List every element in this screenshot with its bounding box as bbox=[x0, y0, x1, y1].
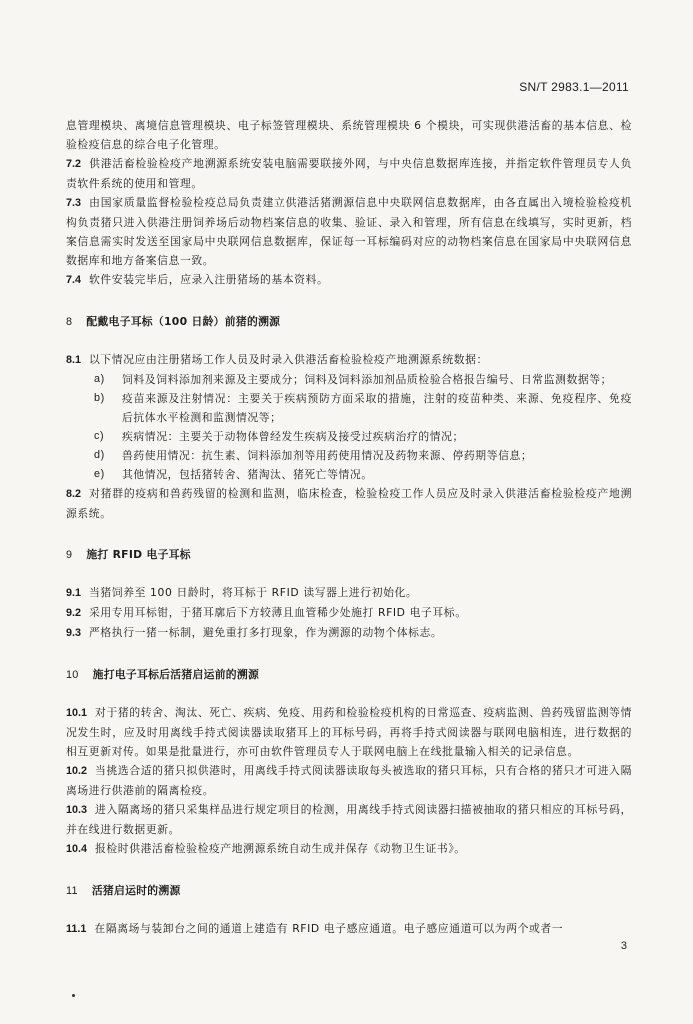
paragraph-9-1 bbox=[66, 583, 632, 603]
page-number: 3 bbox=[620, 940, 627, 952]
clause-text: 对猪群的疫病和兽药残留的检测和监测，临床检查，检验检疫工作人员应及时录入供港活畜检验检疫产地溯源系统。 bbox=[66, 487, 632, 520]
section-title: 配戴电子耳标（100 日龄）前猪的溯源 bbox=[86, 315, 281, 328]
clause-number: 10.4 bbox=[66, 843, 88, 855]
list-text: 兽药使用情况：抗生素、饲料添加剂等用药使用情况及药物来源、停药期等信息； bbox=[122, 449, 533, 462]
section-number: 8 bbox=[66, 316, 73, 328]
clause-number: 9.1 bbox=[66, 587, 82, 599]
list-item-b bbox=[66, 389, 632, 427]
list-text: 饲料及饲料添加剂来源及主要成分；饲料及饲料添加剂品质检验合格报告编号、日常监测数据等； bbox=[122, 373, 613, 386]
clause-text: 当挑选合适的猪只拟供港时，用离线手持式阅读器读取每头被选取的猪只耳标，只有合格的猪只才可进入隔离场进行供港前的隔离检疫。 bbox=[66, 764, 632, 797]
clause-number: 11.1 bbox=[66, 923, 87, 935]
list-text: 疾病情况：主要关于动物体曾经发生疾病及接受过疾病治疗的情况； bbox=[122, 430, 464, 443]
paragraph-10-1 bbox=[66, 703, 632, 761]
section-heading-8 bbox=[66, 312, 632, 332]
clause-text: 软件安装完毕后，应录入注册猪场的基本资料。 bbox=[89, 273, 329, 286]
clause-text: 以下情况应由注册猪场工作人员及时录入供港活畜检验检疫产地溯源系统数据： bbox=[89, 353, 488, 366]
list-label: d) bbox=[94, 449, 105, 461]
clause-text: 进入隔离场的猪只采集样品进行规定项目的检测，用离线手持式阅读器扫描被抽取的猪只相应的耳标号码，并在线进行数据更新。 bbox=[66, 803, 632, 836]
clause-number: 7.3 bbox=[66, 197, 82, 209]
list-label: e) bbox=[94, 468, 105, 480]
paragraph-9-3 bbox=[66, 623, 632, 643]
section-heading-11 bbox=[66, 881, 632, 901]
clause-text: 采用专用耳标钳，于猪耳廓后下方较薄且血管稀少处施打 RFID 电子耳标。 bbox=[89, 606, 467, 619]
clause-number: 8.1 bbox=[66, 354, 82, 366]
paragraph-7-2 bbox=[66, 154, 632, 193]
section-number: 11 bbox=[66, 885, 78, 897]
list-text: 其他情况，包括猪转舍、猪淘汰、猪死亡等情况。 bbox=[122, 468, 373, 481]
paragraph-7-1-continuation: 息管理模块、离境信息管理模块、电子标签管理模块、系统管理模块 6 个模块，可实现供港活畜的基本信息、检验检疫信息的综合电子化管理。 bbox=[66, 119, 632, 151]
clause-text: 报检时供港活畜检验检疫产地溯源系统自动生成并保存《动物卫生证书》。 bbox=[95, 842, 466, 855]
paragraph-10-2 bbox=[66, 761, 632, 800]
paragraph-7-4 bbox=[66, 270, 632, 290]
paragraph-10-4 bbox=[66, 839, 632, 859]
paragraph-7-3 bbox=[66, 193, 632, 270]
list-item-a bbox=[66, 370, 632, 389]
paragraph-10-3 bbox=[66, 800, 632, 839]
section-number: 9 bbox=[66, 549, 73, 561]
clause-text: 严格执行一猪一标制，避免重打多打现象，作为溯源的动物个体标志。 bbox=[89, 626, 443, 639]
list-label: c) bbox=[94, 430, 105, 442]
section-title: 活猪启运时的溯源 bbox=[91, 884, 181, 897]
section-heading-9 bbox=[66, 545, 632, 565]
clause-text: 由国家质量监督检验检疫总局负责建立供港活猪溯源信息中央联网信息数据库，由各直属出入境检验检疫机构负责猪只进入供港注册饲养场后动物档案信息的收集、验证、录入和管理，所有信息在线填写，实时更新，档案信息需实时发送至国家局中央联网信息数据库，保证每一耳标编码对应的动物档案信息在国家局中央联网信息数据库和地方备案信息一致。 bbox=[66, 196, 632, 267]
clause-number: 9.3 bbox=[66, 627, 82, 639]
scan-speck bbox=[72, 994, 75, 997]
paragraph-9-2 bbox=[66, 603, 632, 623]
clause-text: 对于猪的转舍、淘汰、死亡、疾病、免疫、用药和检验检疫机构的日常巡查、疫病监测、兽药残留监测等情况发生时，应及时用离线手持式阅读器读取猪耳上的耳标号码，再将手持式阅读器与联网电脑相连，进行数据的相互更新对传。如果是批量进行，亦可由软件管理员专人于联网电脑上在线批量输入相关的记录信息。 bbox=[66, 706, 632, 758]
list-item-c bbox=[66, 427, 632, 446]
section-heading-10 bbox=[66, 665, 632, 685]
paragraph-8-1 bbox=[66, 350, 632, 370]
list-text: 疫苗来源及注射情况：主要关于疾病预防方面采取的措施，注射的疫苗种类、来源、免疫程序、免疫后抗体水平检测和监测情况等； bbox=[122, 392, 632, 424]
clause-number: 10.1 bbox=[66, 707, 88, 719]
paragraph-8-2 bbox=[66, 484, 632, 523]
list-label: a) bbox=[94, 373, 105, 385]
clause-number: 8.2 bbox=[66, 488, 82, 500]
clause-number: 7.2 bbox=[66, 158, 82, 170]
clause-text: 供港活畜检验检疫产地溯源系统安装电脑需要联接外网，与中央信息数据库连接，并指定软件管理员专人负责软件系统的使用和管理。 bbox=[66, 157, 632, 190]
clause-text: 在隔离场与装卸台之间的通道上建造有 RFID 电子感应通道。电子感应通道可以为两个或者一 bbox=[94, 922, 564, 935]
clause-number: 7.4 bbox=[66, 274, 82, 286]
clause-number: 10.2 bbox=[66, 765, 88, 777]
clause-number: 10.3 bbox=[66, 804, 88, 816]
clause-number: 9.2 bbox=[66, 607, 82, 619]
section-title: 施打 RFID 电子耳标 bbox=[86, 548, 191, 561]
standard-code: SN/T 2983.1—2011 bbox=[519, 80, 629, 94]
section-title: 施打电子耳标后活猪启运前的溯源 bbox=[92, 668, 260, 681]
list-item-e bbox=[66, 465, 632, 484]
list-item-d bbox=[66, 446, 632, 465]
paragraph-11-1 bbox=[66, 919, 632, 939]
document-body bbox=[66, 116, 632, 939]
clause-text: 当猪饲养至 100 日龄时，将耳标于 RFID 读写器上进行初始化。 bbox=[89, 586, 418, 599]
section-number: 10 bbox=[66, 669, 79, 681]
list-label: b) bbox=[94, 392, 105, 404]
